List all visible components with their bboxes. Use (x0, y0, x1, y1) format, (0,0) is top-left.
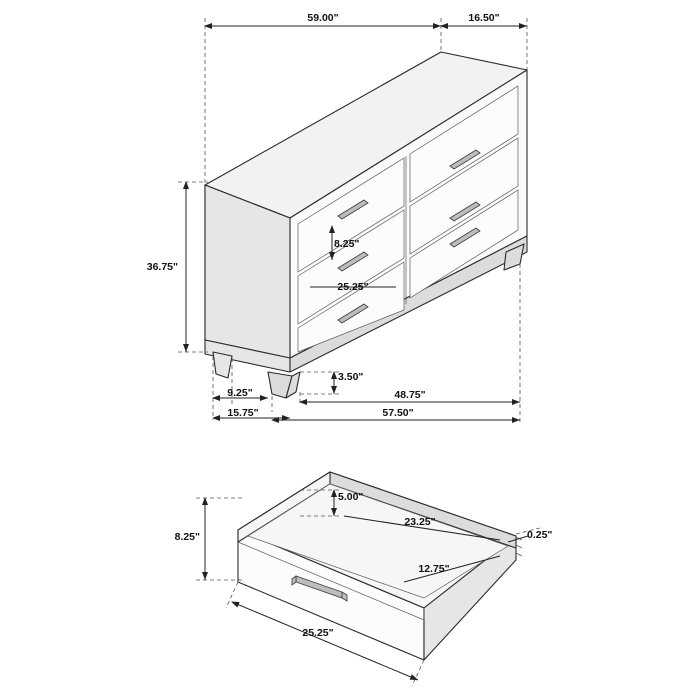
dim-drawer-side-height-label: 8.25" (174, 531, 200, 543)
drawer-detail (175, 472, 553, 686)
dim-top-depth (441, 12, 527, 26)
dim-base-offset-label: 15.75" (227, 407, 259, 419)
dim-top-depth-label: 16.50" (468, 12, 500, 24)
dim-drawer-interior-depth-label: 12.75" (418, 563, 450, 575)
dim-top-width-label: 59.00" (307, 12, 339, 24)
dim-panel-thickness-label: 0.25" (527, 529, 553, 541)
dim-top-width (205, 12, 441, 26)
dim-overall-height-label: 36.75" (146, 261, 178, 273)
drawer-box (238, 472, 522, 660)
dim-drawer-front-width-label: 25.25" (302, 627, 334, 639)
dresser-body (205, 52, 527, 398)
dim-drawer-interior-height-label: 5.00" (338, 491, 364, 503)
dim-drawer-interior-length-label: 23.25" (404, 516, 436, 528)
dim-leg-offset-label: 9.25" (227, 387, 253, 399)
dresser-assembly (147, 12, 527, 424)
dim-inner-width-label: 48.75" (394, 389, 426, 401)
dim-leg-height-label: 3.50" (338, 371, 364, 383)
dim-drawer-side-height (175, 498, 242, 580)
dim-base-offset (213, 407, 290, 419)
dim-leg-height (300, 371, 363, 394)
dim-base-width-label: 57.50" (382, 407, 414, 419)
dim-overall-height (147, 182, 208, 352)
dim-drawer-face-height-label: 8.25" (334, 238, 360, 250)
dim-leg-offset (213, 387, 268, 399)
dim-base-width (272, 407, 520, 420)
dim-drawer-face-width-label: 25.25" (337, 280, 369, 293)
dim-inner-width (300, 389, 520, 402)
